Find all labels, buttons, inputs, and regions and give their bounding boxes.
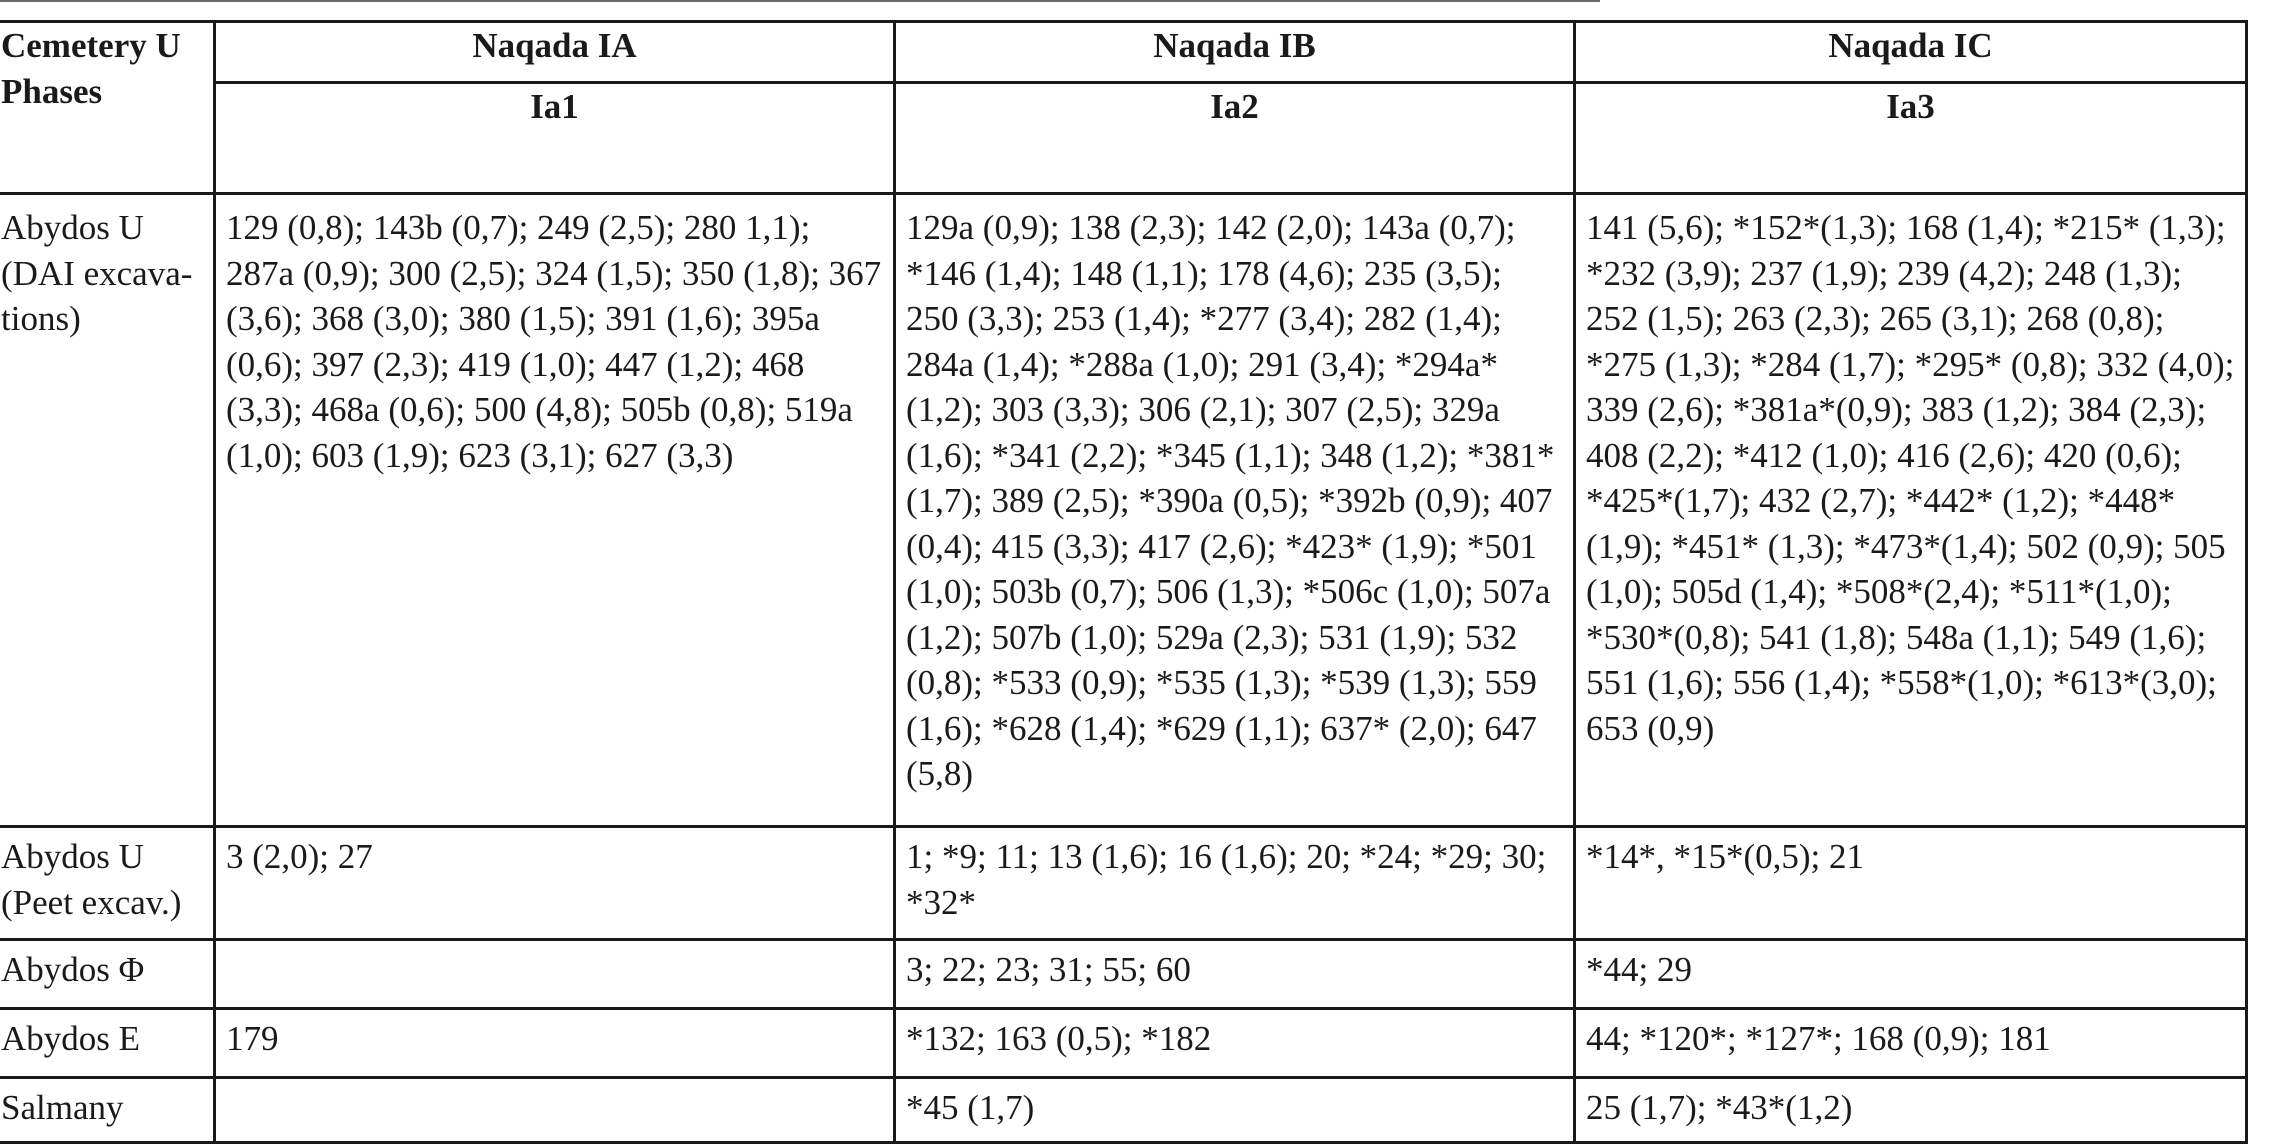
phases-table — [0, 20, 2248, 1144]
row-label-abydos-u-dai: Abydos U (DAI excava-tions) — [0, 194, 215, 827]
table-cell: 129 (0,8); 143b (0,7); 249 (2,5); 280 1,1); 287a (0,9); 300 (2,5); 324 (1,5); 350 (1,8); 367 (3,6); 368 (3,0); 380 (1,5); 391 (1,6); 395a (0,6); 397 (2,3); 419 (1,0); 447 (1,2); 468 (3,3); 468a (0,6); 500 (4,8); 505b (0,8); 519a (1,0); 603 (1,9); 623 (3,1); 627 (3,3) — [215, 194, 895, 827]
header-naqada-ib: Naqada IB — [895, 22, 1575, 83]
table-row — [0, 940, 2247, 1009]
table-row — [0, 194, 2247, 827]
table-cell: *14*, *15*(0,5); 21 — [1575, 827, 2247, 940]
table-cell — [215, 940, 895, 1009]
subheader-ia2: Ia2 — [895, 83, 1575, 194]
table-cell: 44; *120*; *127*; 168 (0,9); 181 — [1575, 1009, 2247, 1078]
corner-header: Cemetery U Phases — [0, 22, 215, 194]
subheader-ia3: Ia3 — [1575, 83, 2247, 194]
row-label-salmany: Salmany — [0, 1078, 215, 1143]
table-row — [0, 1078, 2247, 1143]
table-cell: *44; 29 — [1575, 940, 2247, 1009]
table-cell: 179 — [215, 1009, 895, 1078]
table-row — [0, 1009, 2247, 1078]
table-cell: *45 (1,7) — [895, 1078, 1575, 1143]
table-cell: 25 (1,7); *43*(1,2) — [1575, 1078, 2247, 1143]
row-label-abydos-e: Abydos E — [0, 1009, 215, 1078]
table-cell: 3 (2,0); 27 — [215, 827, 895, 940]
top-rule — [0, 0, 1600, 2]
header-naqada-ia: Naqada IA — [215, 22, 895, 83]
table-cell: 141 (5,6); *152*(1,3); 168 (1,4); *215* (1,3); *232 (3,9); 237 (1,9); 239 (4,2); 248 (1,3); 252 (1,5); 263 (2,3); 265 (3,1); 268 (0,8); *275 (1,3); *284 (1,7); *295* (0,8); 332 (4,0); 339 (2,6); *381a*(0,9); 383 (1,2); 384 (2,3); 408 (2,2); *412 (1,0); 416 (2,6); 420 (0,6); *425*(1,7); 432 (2,7); *442* (1,2); *448*(1,9); *451* (1,3); *473*(1,4); 502 (0,9); 505 (1,0); 505d (1,4); *508*(2,4); *511*(1,0); *530*(0,8); 541 (1,8); 548a (1,1); 549 (1,6); 551 (1,6); 556 (1,4); *558*(1,0); *613*(3,0); 653 (0,9) — [1575, 194, 2247, 827]
table-cell: 3; 22; 23; 31; 55; 60 — [895, 940, 1575, 1009]
header-naqada-ic: Naqada IC — [1575, 22, 2247, 83]
table-cell: *132; 163 (0,5); *182 — [895, 1009, 1575, 1078]
row-label-abydos-u-peet: Abydos U (Peet excav.) — [0, 827, 215, 940]
table-cell: 1; *9; 11; 13 (1,6); 16 (1,6); 20; *24; *29; 30; *32* — [895, 827, 1575, 940]
row-label-abydos-phi: Abydos Φ — [0, 940, 215, 1009]
table-row — [0, 827, 2247, 940]
table-cell: 129a (0,9); 138 (2,3); 142 (2,0); 143a (0,7); *146 (1,4); 148 (1,1); 178 (4,6); 235 (3,5); 250 (3,3); 253 (1,4); *277 (3,4); 282 (1,4); 284a (1,4); *288a (1,0); 291 (3,4); *294a*(1,2); 303 (3,3); 306 (2,1); 307 (2,5); 329a (1,6); *341 (2,2); *345 (1,1); 348 (1,2); *381*(1,7); 389 (2,5); *390a (0,5); *392b (0,9); 407 (0,4); 415 (3,3); 417 (2,6); *423* (1,9); *501 (1,0); 503b (0,7); 506 (1,3); *506c (1,0); 507a (1,2); 507b (1,0); 529a (2,3); 531 (1,9); 532 (0,8); *533 (0,9); *535 (1,3); *539 (1,3); 559 (1,6); *628 (1,4); *629 (1,1); 637* (2,0); 647 (5,8) — [895, 194, 1575, 827]
subheader-ia1: Ia1 — [215, 83, 895, 194]
table-cell — [215, 1078, 895, 1143]
